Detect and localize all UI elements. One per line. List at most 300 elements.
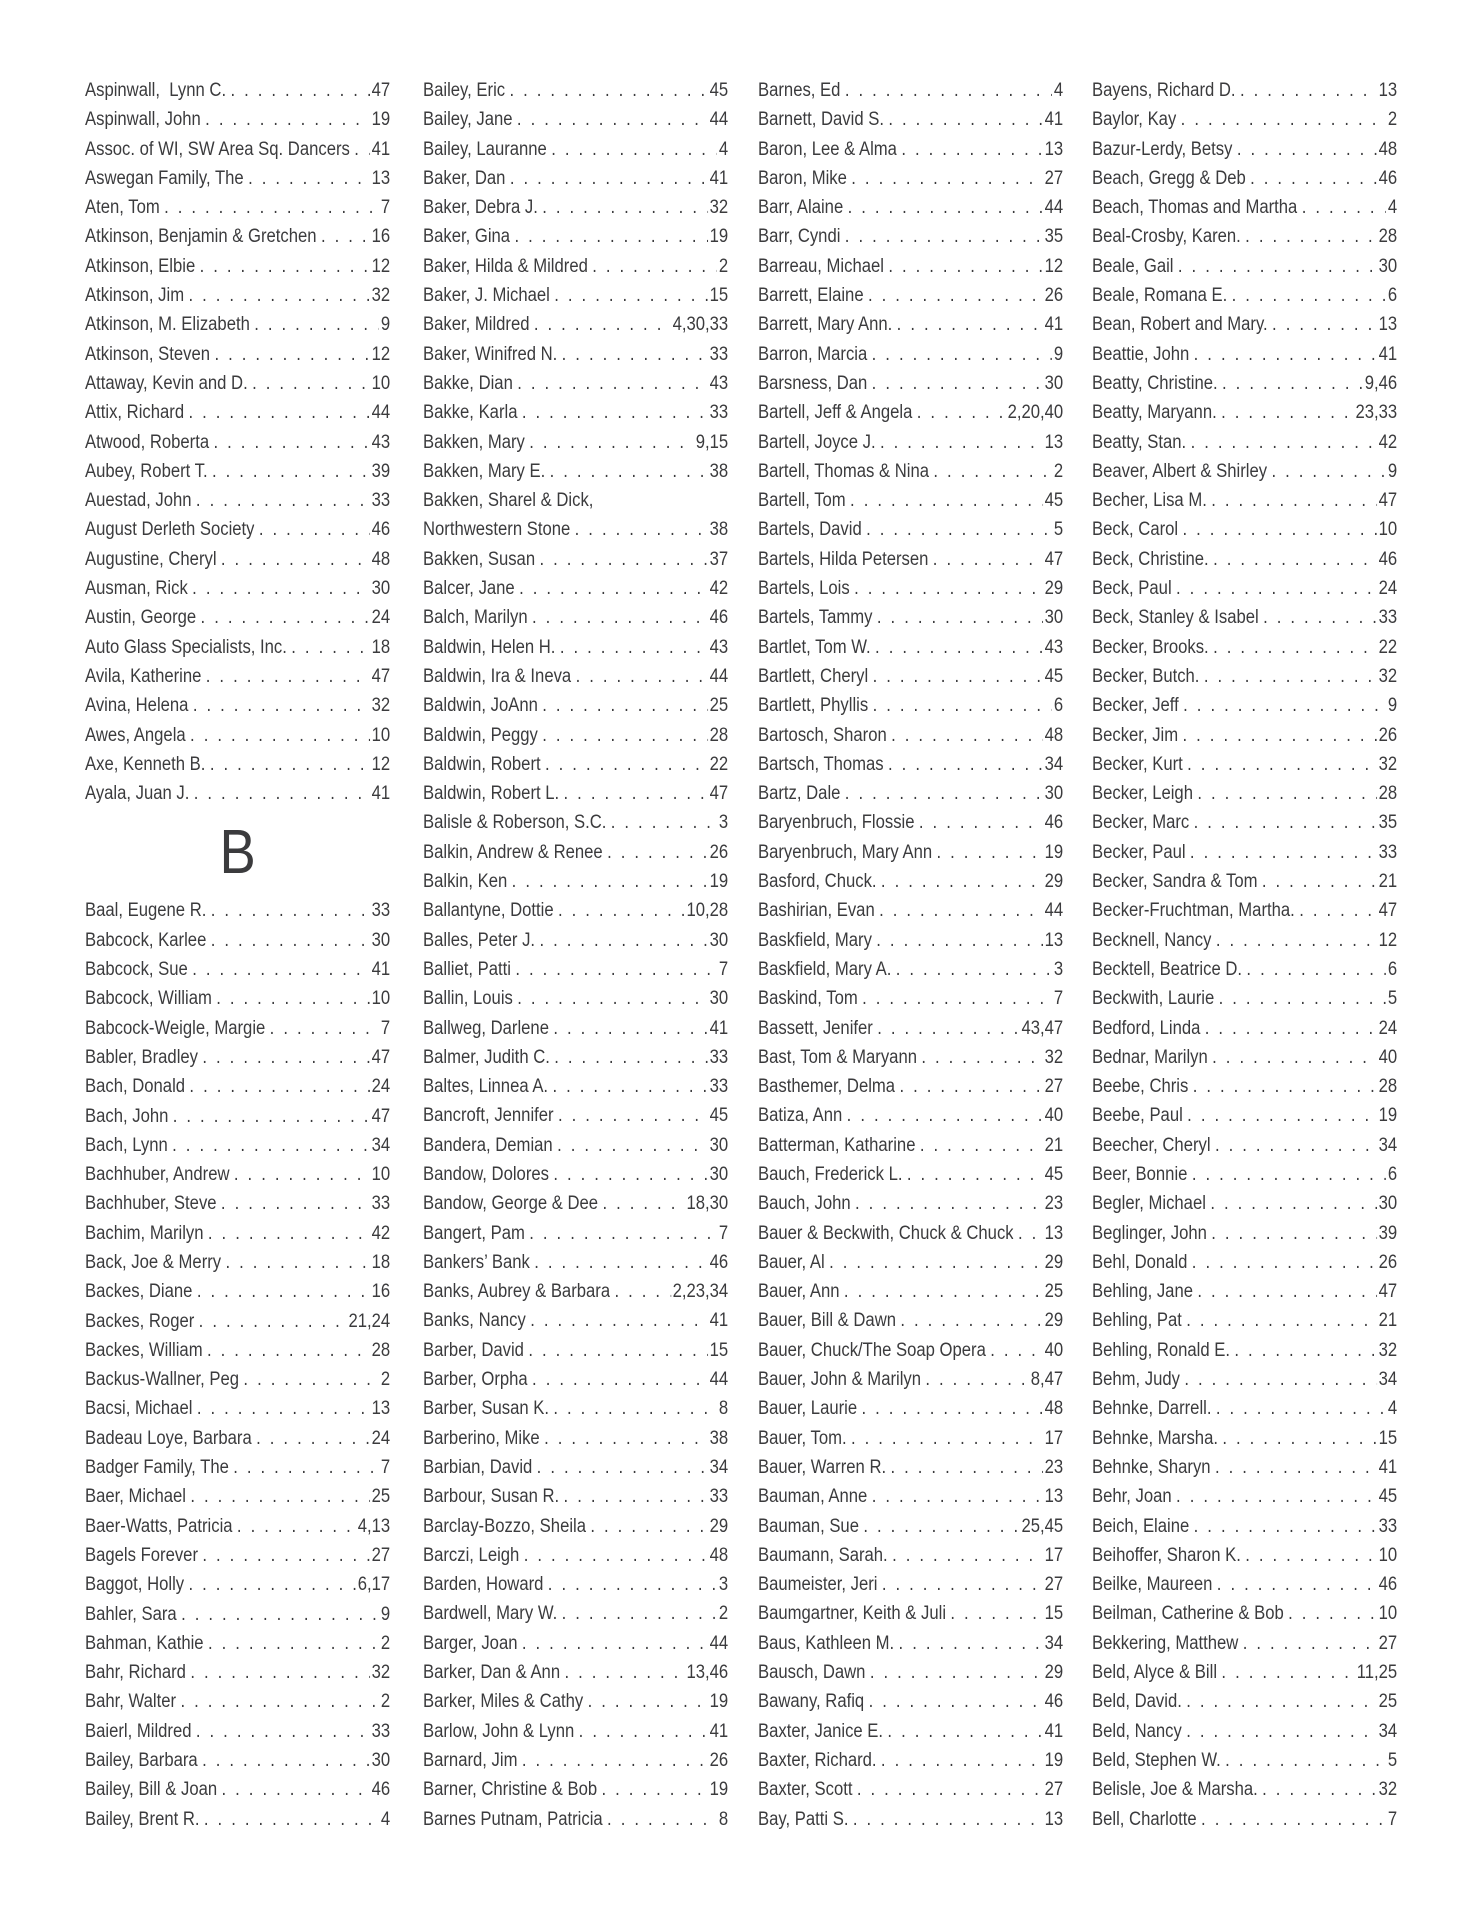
dot-leader — [522, 1746, 708, 1775]
entry-page: 19 — [709, 1691, 729, 1713]
index-entry — [758, 633, 1063, 662]
dot-leader — [517, 369, 708, 398]
entry-name: Bachim, Marilyn — [85, 1222, 204, 1244]
dot-leader — [234, 1160, 370, 1189]
entry-name: Balkin, Andrew & Renee — [423, 841, 603, 863]
entry-name: Beach, Thomas and Martha — [1092, 197, 1298, 219]
entry-name: Atkinson, M. Elizabeth — [85, 314, 250, 336]
dot-leader — [881, 867, 1043, 896]
dot-leader — [542, 691, 708, 720]
index-entry — [1092, 574, 1397, 603]
dot-leader — [558, 896, 685, 925]
entry-name: Beihoffer, Sharon K. — [1092, 1544, 1241, 1566]
index-entry — [758, 310, 1063, 339]
entry-name: Ballweg, Darlene — [423, 1017, 549, 1039]
index-entry — [1092, 1336, 1397, 1365]
dot-leader — [1262, 867, 1377, 896]
index-entry — [758, 1219, 1063, 1248]
index-entry — [423, 340, 728, 369]
index-entry — [85, 896, 390, 925]
entry-page: 46 — [1378, 548, 1398, 570]
entry-page: 27 — [371, 1544, 391, 1566]
index-entry — [1092, 222, 1397, 251]
index-entry — [1092, 135, 1397, 164]
dot-leader — [882, 1570, 1043, 1599]
entry-page: 5 — [1387, 988, 1398, 1010]
entry-page: 42 — [709, 578, 729, 600]
entry-page: 34 — [1044, 753, 1064, 775]
dot-leader — [193, 691, 370, 720]
dot-leader — [529, 1219, 717, 1248]
index-entry — [1092, 310, 1397, 339]
entry-name: Beatty, Maryann. — [1092, 402, 1217, 424]
entry-name: Ayala, Juan J. — [85, 783, 190, 805]
entry-page: 47 — [709, 783, 729, 805]
entry-name: Beale, Gail — [1092, 255, 1174, 277]
dot-leader — [863, 1512, 1019, 1541]
entry-page: 41 — [371, 138, 391, 160]
entry-page: 45 — [1044, 1163, 1064, 1185]
entry-name: Baryenbruch, Mary Ann — [758, 841, 933, 863]
entry-page: 17 — [1044, 1427, 1064, 1449]
dot-leader — [1237, 135, 1377, 164]
entry-name: Bahman, Kathie — [85, 1632, 204, 1654]
index-entry — [85, 310, 390, 339]
entry-name: Baskfield, Mary — [758, 929, 872, 951]
index-entry — [758, 1101, 1063, 1130]
entry-name: Avila, Katherine — [85, 665, 202, 687]
entry-page: 13 — [1044, 929, 1064, 951]
index-entry — [758, 574, 1063, 603]
index-entry — [758, 105, 1063, 134]
dot-leader — [1221, 398, 1354, 427]
entry-name: Bartell, Jeff & Angela — [758, 402, 913, 424]
entry-name: Babcock, Sue — [85, 959, 188, 981]
dot-leader — [214, 428, 370, 457]
index-column-4 — [1092, 76, 1397, 1834]
dot-leader — [1197, 779, 1377, 808]
index-entry — [85, 1277, 390, 1306]
dot-leader — [887, 1717, 1042, 1746]
entry-page: 18 — [371, 1251, 391, 1273]
entry-name: Ausman, Rick — [85, 578, 188, 600]
dot-leader — [1217, 1570, 1377, 1599]
index-entry — [1092, 515, 1397, 544]
index-entry — [758, 545, 1063, 574]
dot-leader — [532, 1365, 708, 1394]
dot-leader — [1184, 1365, 1377, 1394]
entry-page: 48 — [371, 548, 391, 570]
index-entry — [1092, 545, 1397, 574]
dot-leader — [880, 428, 1043, 457]
entry-name: Belisle, Joe & Marsha. — [1092, 1779, 1258, 1801]
dot-leader — [205, 105, 370, 134]
entry-name: Barberino, Mike — [423, 1427, 540, 1449]
entry-page: 26 — [1044, 285, 1064, 307]
entry-page: 47 — [371, 1105, 391, 1127]
entry-name: Bangert, Pam — [423, 1222, 525, 1244]
entry-name: Bartlett, Cheryl — [758, 665, 869, 687]
entry-page: 46 — [1044, 1691, 1064, 1713]
entry-page: 46 — [709, 607, 729, 629]
dot-leader — [270, 1014, 379, 1043]
dot-leader — [876, 926, 1043, 955]
dot-leader — [189, 1072, 369, 1101]
index-entry — [85, 603, 390, 632]
dot-leader — [514, 222, 707, 251]
dot-leader — [509, 76, 707, 105]
entry-name: Batiza, Ann — [758, 1105, 843, 1127]
entry-name: Baryenbruch, Flossie — [758, 812, 915, 834]
entry-page: 38 — [709, 1427, 729, 1449]
entry-page: 3 — [718, 1574, 729, 1596]
index-entry — [758, 135, 1063, 164]
index-entry — [423, 1424, 728, 1453]
entry-name: Aswegan Family, The — [85, 167, 244, 189]
entry-page: 19 — [709, 226, 729, 248]
dot-leader — [528, 1336, 708, 1365]
dot-leader — [855, 1189, 1043, 1218]
entry-name: Bankers’ Bank — [423, 1251, 530, 1273]
entry-page: 13 — [1044, 1808, 1064, 1830]
index-entry — [1092, 984, 1397, 1013]
index-entry — [1092, 1453, 1397, 1482]
index-entry — [1092, 486, 1397, 515]
entry-page: 7 — [1053, 988, 1064, 1010]
index-entry — [758, 164, 1063, 193]
index-entry — [85, 222, 390, 251]
index-entry — [85, 955, 390, 984]
entry-page: 2 — [380, 1632, 391, 1654]
entry-name: Bakken, Susan — [423, 548, 536, 570]
entry-name: Barrett, Elaine — [758, 285, 864, 307]
index-entry — [423, 984, 728, 1013]
dot-leader — [888, 252, 1043, 281]
entry-name: Becker, Kurt — [1092, 753, 1183, 775]
index-entry — [758, 515, 1063, 544]
dot-leader — [829, 1248, 1043, 1277]
entry-name: Bauer, Laurie — [758, 1398, 858, 1420]
entry-page: 38 — [709, 519, 729, 541]
entry-name: Banks, Aubrey & Barbara — [423, 1281, 611, 1303]
dot-leader — [216, 984, 370, 1013]
index-entry — [423, 691, 728, 720]
index-entry — [758, 1570, 1063, 1599]
entry-page: 9 — [1387, 460, 1398, 482]
dot-leader — [1246, 955, 1386, 984]
entry-page: 23,33 — [1355, 402, 1398, 424]
index-entry — [758, 603, 1063, 632]
dot-leader — [875, 633, 1043, 662]
entry-name: Bedford, Linda — [1092, 1017, 1201, 1039]
dot-leader — [1243, 1629, 1377, 1658]
index-entry — [85, 662, 390, 691]
index-entry — [85, 1629, 390, 1658]
index-entry — [758, 1482, 1063, 1511]
index-entry — [1092, 340, 1397, 369]
entry-page: 13 — [1378, 80, 1398, 101]
index-entry — [1092, 926, 1397, 955]
index-entry — [1092, 1072, 1397, 1101]
entry-name: Barnes Putnam, Patricia — [423, 1808, 603, 1830]
index-entry — [758, 222, 1063, 251]
entry-name: Barnes, Ed — [758, 80, 841, 101]
entry-page: 27 — [1044, 1076, 1064, 1098]
dot-leader — [575, 515, 708, 544]
dot-leader — [564, 779, 708, 808]
entry-page: 33 — [709, 1046, 729, 1068]
entry-name: Beld, Alyce & Bill — [1092, 1662, 1218, 1684]
entry-name: Balmer, Judith C. — [423, 1046, 550, 1068]
dot-leader — [607, 1805, 717, 1834]
index-entry — [85, 1600, 390, 1629]
entry-name: Becker-Fruchtman, Martha. — [1092, 900, 1295, 922]
index-entry — [1092, 1570, 1397, 1599]
index-entry — [1092, 1599, 1397, 1628]
entry-page: 15 — [709, 285, 729, 307]
entry-page: 19 — [709, 1779, 729, 1801]
entry-page: 39 — [1378, 1222, 1398, 1244]
entry-name: Beebe, Paul — [1092, 1105, 1183, 1127]
entry-page: 46 — [709, 1251, 729, 1273]
index-entry — [85, 1541, 390, 1570]
entry-name: Babcock, William — [85, 988, 212, 1010]
entry-name: Bacsi, Michael — [85, 1398, 193, 1420]
index-entry — [758, 457, 1063, 486]
entry-page: 33 — [1378, 1515, 1398, 1537]
entry-name: Baggot, Holly — [85, 1574, 185, 1596]
entry-name: Bassett, Jenifer — [758, 1017, 873, 1039]
entry-page: 34 — [709, 1456, 729, 1478]
entry-name: Bashirian, Evan — [758, 900, 875, 922]
index-entry — [1092, 691, 1397, 720]
entry-page: 43,47 — [1021, 1017, 1064, 1039]
index-entry — [85, 1658, 390, 1687]
entry-name: Barner, Christine & Bob — [423, 1779, 598, 1801]
dot-leader — [192, 955, 370, 984]
dot-leader — [1190, 838, 1377, 867]
entry-name: Baer-Watts, Patricia — [85, 1515, 233, 1537]
entry-name: Beatty, Stan. — [1092, 431, 1187, 453]
index-entry — [85, 1102, 390, 1131]
entry-page: 44 — [709, 1369, 729, 1391]
dot-leader — [1234, 1336, 1376, 1365]
dot-leader — [921, 1043, 1043, 1072]
index-entry — [1092, 76, 1397, 105]
entry-name: Baumgartner, Keith & Juli — [758, 1603, 947, 1625]
entry-name: Bailey, Lauranne — [423, 138, 547, 160]
entry-name: Avina, Helena — [85, 695, 189, 717]
index-entry — [85, 1394, 390, 1423]
entry-name: Behling, Jane — [1092, 1281, 1193, 1303]
dot-leader — [899, 1629, 1043, 1658]
entry-page: 6,17 — [357, 1574, 391, 1596]
entry-page: 47 — [371, 1046, 391, 1068]
entry-page: 30 — [371, 929, 391, 951]
entry-page: 13 — [371, 167, 391, 189]
dot-leader — [1186, 1717, 1377, 1746]
entry-page: 30 — [1044, 372, 1064, 394]
index-entry — [85, 1219, 390, 1248]
dot-leader — [901, 135, 1043, 164]
entry-name: Augustine, Cheryl — [85, 548, 217, 570]
index-entry — [423, 1043, 728, 1072]
index-entry — [1092, 633, 1397, 662]
entry-name: Atkinson, Steven — [85, 343, 211, 365]
index-entry — [1092, 662, 1397, 691]
entry-name: Bach, Donald — [85, 1076, 186, 1098]
index-entry — [423, 1131, 728, 1160]
entry-page: 21 — [1378, 1310, 1398, 1332]
dot-leader — [564, 1482, 708, 1511]
dot-leader — [256, 1424, 370, 1453]
entry-name: Bartell, Joyce J. — [758, 431, 876, 453]
entry-page: 33 — [709, 343, 729, 365]
dot-leader — [530, 1306, 708, 1335]
index-entry — [1092, 164, 1397, 193]
index-entry — [85, 135, 390, 164]
dot-leader — [1186, 1306, 1377, 1335]
entry-name: Bailey, Bill & Joan — [85, 1779, 218, 1801]
entry-page: 44 — [709, 665, 729, 687]
entry-name: Baltes, Linnea A. — [423, 1076, 549, 1098]
index-entry — [85, 926, 390, 955]
index-entry — [758, 1014, 1063, 1043]
dot-leader — [1197, 1277, 1377, 1306]
dot-leader — [845, 779, 1043, 808]
entry-page: 46 — [371, 519, 391, 541]
entry-name: Baldwin, Ira & Ineva — [423, 665, 572, 687]
dot-leader — [196, 486, 370, 515]
entry-page: 4,30,33 — [672, 314, 729, 336]
dot-leader — [847, 1101, 1043, 1130]
index-entry — [758, 1512, 1063, 1541]
entry-name: Bandera, Demian — [423, 1134, 553, 1156]
dot-leader — [1176, 574, 1377, 603]
index-entry — [758, 896, 1063, 925]
entry-name: Atkinson, Jim — [85, 285, 185, 307]
entry-name: Baldwin, JoAnn — [423, 695, 538, 717]
index-entry — [85, 515, 390, 544]
index-entry — [85, 1131, 390, 1160]
entry-name: Beck, Carol — [1092, 519, 1179, 541]
entry-page: 4,13 — [357, 1515, 391, 1537]
dot-leader — [252, 369, 370, 398]
index-entry — [85, 1512, 390, 1541]
dot-leader — [259, 515, 370, 544]
entry-name: Becker, Jim — [1092, 724, 1179, 746]
entry-name: Barker, Dan & Ann — [423, 1662, 561, 1684]
entry-page: 2,23,34 — [672, 1281, 729, 1303]
entry-name: Basthemer, Delma — [758, 1076, 896, 1098]
index-entry — [1092, 428, 1397, 457]
entry-name: Baskfield, Mary A. — [758, 958, 892, 980]
index-entry — [423, 1746, 728, 1775]
dot-leader — [1245, 1541, 1377, 1570]
entry-page: 29 — [709, 1515, 729, 1537]
dot-leader — [552, 1072, 707, 1101]
index-entry — [758, 252, 1063, 281]
entry-page: 41 — [1044, 314, 1064, 336]
index-entry — [423, 1394, 728, 1423]
index-entry — [85, 1746, 390, 1775]
index-entry — [423, 398, 728, 427]
entry-page: 2,20,40 — [1007, 402, 1064, 424]
dot-leader — [202, 1746, 370, 1775]
entry-page: 38 — [709, 460, 729, 482]
entry-name: Beilman, Catherine & Bob — [1092, 1603, 1284, 1625]
entry-page: 7 — [380, 1017, 391, 1039]
entry-name: Bartz, Dale — [758, 783, 841, 805]
dot-leader — [208, 1219, 370, 1248]
entry-name: Bausch, Dawn — [758, 1662, 866, 1684]
entry-name: Becker, Sandra & Tom — [1092, 871, 1258, 893]
entry-name: Bandow, George & Dee — [423, 1193, 599, 1215]
dot-leader — [868, 281, 1043, 310]
entry-page: 23 — [1044, 1456, 1064, 1478]
entry-page: 47 — [371, 665, 391, 687]
dot-leader — [560, 633, 708, 662]
entry-page: 16 — [371, 226, 391, 248]
dot-leader — [592, 252, 717, 281]
index-entry — [85, 1717, 390, 1746]
entry-name: Barsness, Dan — [758, 372, 868, 394]
index-entry — [85, 1687, 390, 1716]
dot-leader — [188, 398, 369, 427]
dot-leader — [607, 838, 708, 867]
index-entry — [758, 779, 1063, 808]
dot-leader — [211, 896, 370, 925]
entry-name: Bawany, Rafiq — [758, 1691, 865, 1713]
index-entry — [758, 1160, 1063, 1189]
entry-page: 7 — [380, 197, 391, 219]
entry-page: 24 — [371, 1427, 391, 1449]
entry-page: 24 — [371, 1076, 391, 1098]
entry-name: Becknell, Nancy — [1092, 929, 1212, 951]
entry-page: 27 — [1044, 167, 1064, 189]
entry-name: Baldwin, Peggy — [423, 724, 538, 746]
dot-leader — [550, 457, 708, 486]
entry-name: Baxter, Janice E. — [758, 1720, 884, 1742]
entry-page: 8 — [718, 1398, 729, 1420]
entry-page: 45 — [1044, 490, 1064, 512]
index-entry — [423, 252, 728, 281]
entry-page: 13,46 — [686, 1662, 729, 1684]
entry-page: 33 — [709, 1076, 729, 1098]
index-entry — [1092, 1629, 1397, 1658]
dot-leader — [222, 1775, 370, 1804]
dot-leader — [1216, 926, 1377, 955]
index-entry — [85, 457, 390, 486]
entry-page: 12 — [371, 753, 391, 775]
entry-name: Baskind, Tom — [758, 988, 858, 1010]
entry-name: Ballin, Louis — [423, 988, 513, 1010]
index-entry — [1092, 1717, 1397, 1746]
index-entry — [85, 76, 390, 105]
entry-name: Becker, Jeff — [1092, 695, 1179, 717]
dot-leader — [201, 603, 370, 632]
index-entry — [758, 1746, 1063, 1775]
entry-page: 9 — [1387, 695, 1398, 717]
index-entry — [423, 135, 728, 164]
entry-page: 28 — [709, 724, 729, 746]
dot-leader — [1302, 193, 1386, 222]
dot-leader — [204, 1805, 379, 1834]
dot-leader — [221, 545, 370, 574]
dot-leader — [534, 310, 671, 339]
entry-page: 24 — [1378, 1017, 1398, 1039]
index-entry — [758, 867, 1063, 896]
